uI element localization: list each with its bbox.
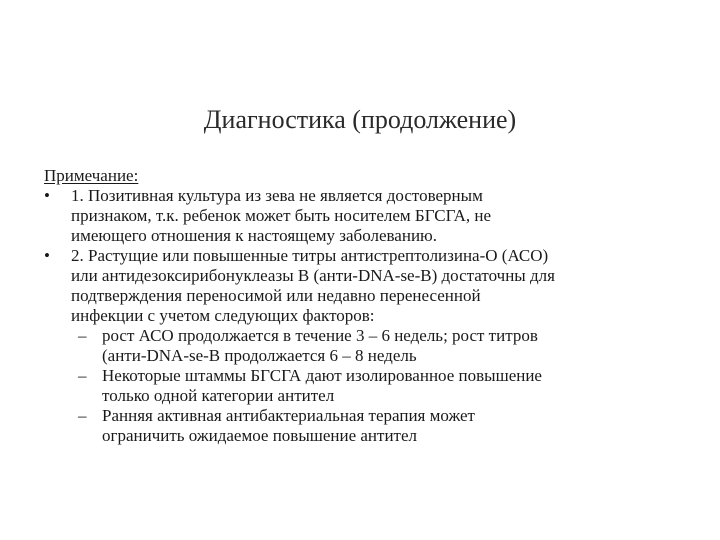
sub-bullet-line: ограничить ожидаемое повышение антител <box>102 426 418 445</box>
note-label: Примечание: <box>44 166 139 185</box>
bullet-item <box>44 246 708 326</box>
sub-bullet-line: Некоторые штаммы БГСГА дают изолированное повышение <box>102 366 542 385</box>
bullet-item-line: подтверждения переносимой или недавно перенесенной <box>71 286 481 305</box>
bullet-item-line: 2. Растущие или повышенные титры антистрептолизина-О (АСО) <box>71 246 549 265</box>
sub-bullet-line: рост АСО продолжается в течение 3 – 6 недель; рост титров <box>102 326 538 345</box>
bullet-item-line: имеющего отношения к настоящему заболеванию. <box>71 226 437 245</box>
sub-bullet-item <box>44 366 708 406</box>
bullet-item-line: инфекции с учетом следующих факторов: <box>71 306 375 325</box>
bullet-item <box>44 186 708 246</box>
slide-content <box>44 166 708 446</box>
bullet-item-line: или антидезоксирибонуклеазы В (анти-DNA-se-B) достаточны для <box>71 266 555 285</box>
bullet-icon: • <box>44 186 50 205</box>
sub-bullet-line: Ранняя активная антибактериальная терапия может <box>102 406 475 425</box>
sub-bullet-line: только одной категории антител <box>102 386 335 405</box>
dash-icon: – <box>78 406 87 425</box>
slide-title: Диагностика (продолжение) <box>203 105 517 134</box>
sub-bullet-item <box>44 406 708 446</box>
bullet-icon: • <box>44 246 50 265</box>
bullet-item-line: признаком, т.к. ребенок может быть носителем БГСГА, не <box>71 206 492 225</box>
sub-bullet-line: (анти-DNA-se-B продолжается 6 – 8 недель <box>102 346 417 365</box>
bullet-item-line: 1. Позитивная культура из зева не является достоверным <box>71 186 483 205</box>
sub-bullet-item <box>44 326 708 366</box>
dash-icon: – <box>78 326 87 345</box>
dash-icon: – <box>78 366 87 385</box>
